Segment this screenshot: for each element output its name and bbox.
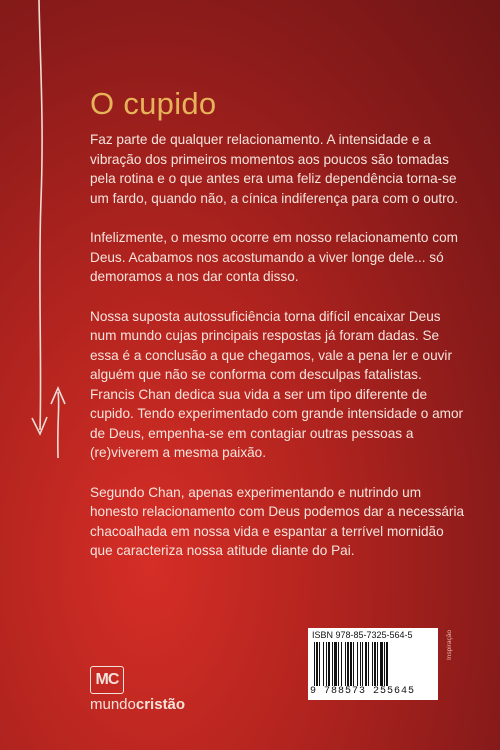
barcode-bar [380,642,383,686]
up-arrow-line [58,392,59,458]
barcode-bar [368,642,369,686]
paragraph: Nossa suposta autossuficiência torna difícil encaixar Deus num mundo cujas principais respostas já foram dadas. Se essa é a conclusão a que chegamos, vale a pena ler e ouvir alguém que não se conforma com desculpas fatalistas. Francis Chan dedica sua vida a ser um tipo diferente de cupido. Tendo experimentado com grande intensidade o amor de Deus, empenha-se em contagiar outras pessoas a (re)viverem a mesma paixão. [90,308,464,460]
barcode-bar [350,642,352,686]
barcode-bar [338,642,339,686]
barcode-bar [353,642,354,686]
isbn-barcode-box [308,628,438,700]
barcode-bar [384,642,385,686]
barcode-bar [326,642,327,686]
barcode-bar [386,642,388,686]
barcode-bar [374,642,376,686]
down-arrow-line [39,0,42,430]
barcode-bar [347,642,349,686]
barcode-bar [372,642,373,686]
barcode-bar [319,642,320,686]
paragraph: Faz parte de qualquer relacionamento. A intensidade e a vibração dos primeiros momentos aos poucos são tomadas pela rotina e o que antes era uma feliz dependência torna-se um fardo, quando não, a cínica indiferença para com o outro. [90,132,459,206]
paragraph: Segundo Chan, apenas experimentando e nutrindo um honesto relacionamento com Deus podemos dar a necessária chacoalhada em nossa vida e espantar a terrível mornidão que caracteriza nossa atitude diante do Pai. [90,484,465,558]
barcode-bar [360,642,361,686]
barcode-bar [328,642,330,686]
barcode-bar [362,642,363,686]
back-cover-text [90,130,470,581]
barcode-bar [345,642,346,686]
isbn-label: ISBN 978-85-7325-564-5 [312,630,413,640]
book-title: O cupido [90,86,217,121]
publisher-name-bold: cristão [135,696,186,713]
barcode-bar [323,642,324,686]
paragraph: Infelizmente, o mesmo ocorre em nosso relacionamento com Deus. Acabamos nos acostumando a viver longe dele... só demoramos a nos dar conta disso. [90,230,458,284]
publisher-name [90,696,185,713]
barcode [312,642,434,686]
category-label: Inspiração [446,630,453,660]
arrow-lines-decoration [0,0,100,460]
publisher-logo [90,666,185,713]
barcode-bar [365,642,367,686]
publisher-mark: MC [90,666,124,694]
publisher-name-light: mundo [90,696,136,713]
barcode-bar [334,642,337,686]
barcode-bar [314,642,315,686]
barcode-bar [341,642,342,686]
barcode-number: 9 788573 255645 [310,686,416,697]
barcode-bar [316,642,318,686]
barcode-bar [377,642,378,686]
barcode-bar [332,642,333,686]
barcode-bar [357,642,358,686]
